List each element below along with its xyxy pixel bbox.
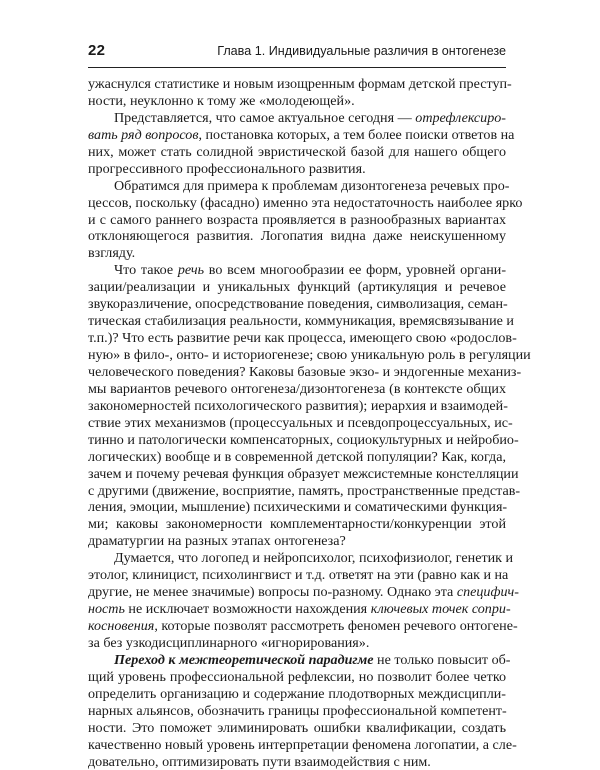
emphasis-text: вать ряд вопросов <box>88 127 198 143</box>
text-line: щий уровень профессиональной рефлексии, но позволит более четко <box>88 669 506 686</box>
text-line: мы вариантов речевого онтогенеза/дизонтогенеза (в контексте общих <box>88 381 506 398</box>
emphasis-text: специфич- <box>457 584 519 600</box>
emphasis-text: ключевых точек сопри- <box>371 601 511 617</box>
paragraph-5 <box>88 550 506 652</box>
text-line: ности, неуклонно к тому же «молодеющей». <box>88 93 506 110</box>
emphasis-text: ность <box>88 601 125 617</box>
text-run: Что такое <box>114 262 178 278</box>
text-line: довательно, оптимизировать пути взаимодействия с ним. <box>88 754 506 770</box>
text-run: Представляется, что самое актуальное сегодня — <box>114 110 415 126</box>
text-line: взгляду. <box>88 245 506 262</box>
text-line <box>88 127 506 144</box>
text-line: тическая стабилизация реальности, коммуникация, времясвязывание и <box>88 313 506 330</box>
text-line: определить организацию и содержание плодотворных междисципли- <box>88 686 506 703</box>
text-line: звукоразличение, опосредствование поведения, символизация, семан- <box>88 296 506 313</box>
text-line <box>88 110 506 127</box>
paragraph-4 <box>88 262 506 550</box>
text-line <box>88 601 506 618</box>
text-line: ствие этих механизмов (процессуальных и псевдопроцессуальных, ис- <box>88 415 506 432</box>
text-line: и с самого раннего возраста проявляется в разнообразных вариантах <box>88 212 506 229</box>
text-run: , которые позволят рассмотреть феномен речевого онтогене- <box>154 618 517 634</box>
text-line: тинно и патологически компенсаторных, социокультурных и нейробио- <box>88 432 506 449</box>
text-line: логических) вообще и в современной детской популяции? Как, когда, <box>88 449 506 466</box>
header-rule <box>88 67 506 68</box>
text-line: человеческого поведения? Каковы базовые экзо- и эндогенные механиз- <box>88 364 506 381</box>
text-line <box>88 262 506 279</box>
text-line: прогрессивного профессионального развития. <box>88 161 506 178</box>
text-line: закономерностей психологического развития); иерархия и взаимодей- <box>88 398 506 415</box>
text-line <box>88 618 506 635</box>
text-line: зации/реализации и уникальных функций (артикуляция и речевое <box>88 279 506 296</box>
running-head: Глава 1. Индивидуальные различия в онтогенезе <box>217 44 506 58</box>
text-run: не только повысит об- <box>374 652 511 668</box>
paragraph-2 <box>88 110 506 178</box>
text-line: за без узкодисциплинарного «игнорирования». <box>88 635 506 652</box>
paragraph-6 <box>88 652 506 770</box>
text-run: другие, не менее значимые) вопросы по-разному. Однако эта <box>88 584 457 600</box>
text-line <box>88 652 506 669</box>
body-text <box>88 76 506 770</box>
page-number: 22 <box>88 42 105 59</box>
text-line: этолог, клиницист, психолингвист и т.д. ответят на эти (равно как и на <box>88 567 506 584</box>
text-line: ности. Это поможет элиминировать ошибки квалификации, создать <box>88 720 506 737</box>
bold-emphasis-text: Переход к межтеоретической парадигме <box>114 652 374 668</box>
text-line: ления, эмоции, мышление) психическими и соматическими функция- <box>88 499 506 516</box>
text-line: т.п.)? Что есть развитие речи как процесса, имеющего свою «родослов- <box>88 330 506 347</box>
emphasis-text: косновения <box>88 618 154 634</box>
text-line: с другими (движение, восприятие, память, пространственные представ- <box>88 483 506 500</box>
text-line: отклоняющегося развития. Логопатия видна даже неискушенному <box>88 228 506 245</box>
text-line: драматургии на разных этапах онтогенеза? <box>88 533 506 550</box>
text-line: ужаснулся статистике и новым изощренным формам детской преступ- <box>88 76 506 93</box>
text-line: качественно новый уровень интерпретации феномена логопатии, а сле- <box>88 737 506 754</box>
text-line: ную» в фило-, онто- и историогенезе; свою уникальную роль в регуляции <box>88 347 506 364</box>
page-header <box>88 40 506 64</box>
text-line: ми; каковы закономерности комплементарности/конкуренции этой <box>88 516 506 533</box>
paragraph-1 <box>88 76 506 110</box>
text-run: , постановка которых, а тем более поиски ответов на <box>198 127 514 143</box>
text-line: нарных альянсов, обозначить границы профессиональной компетент- <box>88 703 506 720</box>
emphasis-text: речь <box>178 262 204 278</box>
text-line: них, может стать солидной эвристической базой для нашего общего <box>88 144 506 161</box>
paragraph-3 <box>88 178 506 263</box>
text-line <box>88 584 506 601</box>
emphasis-text: отрефлексиро- <box>415 110 506 126</box>
text-run: не исключает возможности нахождения <box>125 601 371 617</box>
text-line: Думается, что логопед и нейропсихолог, психофизиолог, генетик и <box>88 550 506 567</box>
text-line: цессов, поскольку (фасадно) именно эта недостаточность наиболее ярко <box>88 195 506 212</box>
text-run: во всем многообразии ее форм, уровней органи- <box>204 262 506 278</box>
text-line: зачем и почему речевая функция образует межсистемные констелляции <box>88 466 506 483</box>
text-line: Обратимся для примера к проблемам дизонтогенеза речевых про- <box>88 178 506 195</box>
